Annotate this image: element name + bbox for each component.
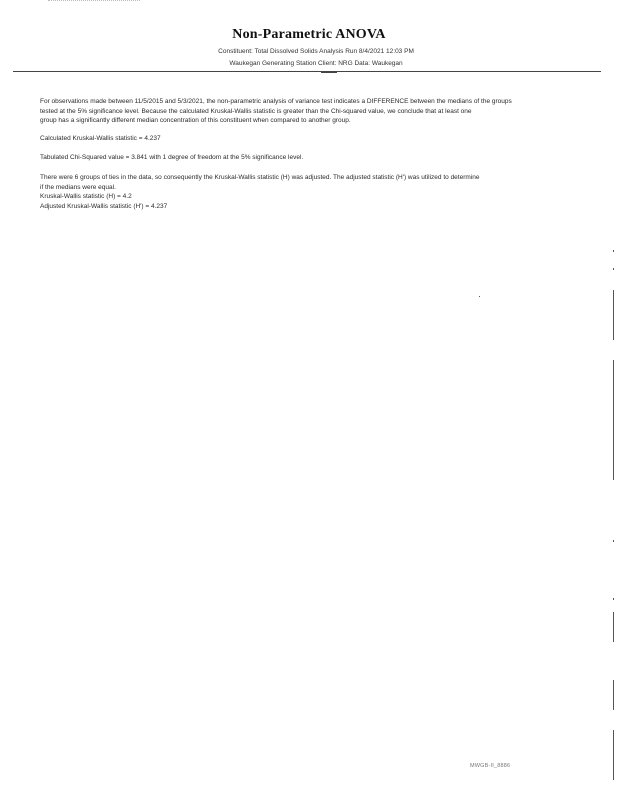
report-subtitle-line1: Constituent: Total Dissolved Solids Analysis Run 8/4/2021 12:03 PM <box>218 48 414 55</box>
header-divider-tab <box>321 71 337 73</box>
scan-edge-mark <box>613 598 614 600</box>
adjusted-kruskal-wallis-h: Adjusted Kruskal-Wallis statistic (H') = 4.237 <box>40 202 168 210</box>
scan-edge-mark <box>613 612 614 642</box>
conclusion-paragraph <box>40 97 562 126</box>
conclusion-line-1: For observations made between 11/5/2015 and 5/3/2021, the non-parametric analysis of variance test indicates a DIFFERENCE between the medians of the groups <box>40 98 512 105</box>
document-code: MWGB-II_8886 <box>470 763 511 769</box>
report-subtitle-line2: Waukegan Generating Station Client: NRG Data: Waukegan <box>229 60 403 67</box>
top-edge-scrap <box>48 0 140 3</box>
scan-edge-mark <box>613 730 614 780</box>
report-title: Non-Parametric ANOVA <box>232 27 386 42</box>
ties-adjustment-paragraph <box>40 173 562 211</box>
header-divider <box>13 71 601 72</box>
ties-line-1: There were 6 groups of ties in the data, so consequently the Kruskal-Wallis statistic (H) was adjusted. The adjusted statistic (H') was utilized to determine <box>40 174 480 181</box>
kruskal-wallis-h: Kruskal-Wallis statistic (H) = 4.2 <box>40 193 132 200</box>
scan-edge-mark <box>613 290 614 340</box>
conclusion-line-3: group has a significantly different median concentration of this constituent when compared to another group. <box>40 117 351 124</box>
ties-line-2: if the medians were equal. <box>40 183 116 191</box>
conclusion-line-2: tested at the 5% significance level. Because the calculated Kruskal-Wallis statistic is greater than the Chi-squared value, we conclude that at least one <box>40 107 472 115</box>
scan-edge-mark <box>613 268 614 270</box>
scan-edge-mark <box>613 360 614 480</box>
scan-edge-mark <box>613 540 614 542</box>
scan-edge-mark <box>613 680 614 710</box>
tabulated-chi-squared: Tabulated Chi-Squared value = 3.841 with 1 degree of freedom at the 5% significance level. <box>40 154 304 161</box>
scan-speck <box>479 296 480 297</box>
scan-edge-mark <box>613 250 614 252</box>
calculated-statistic: Calculated Kruskal-Wallis statistic = 4.237 <box>40 135 161 142</box>
